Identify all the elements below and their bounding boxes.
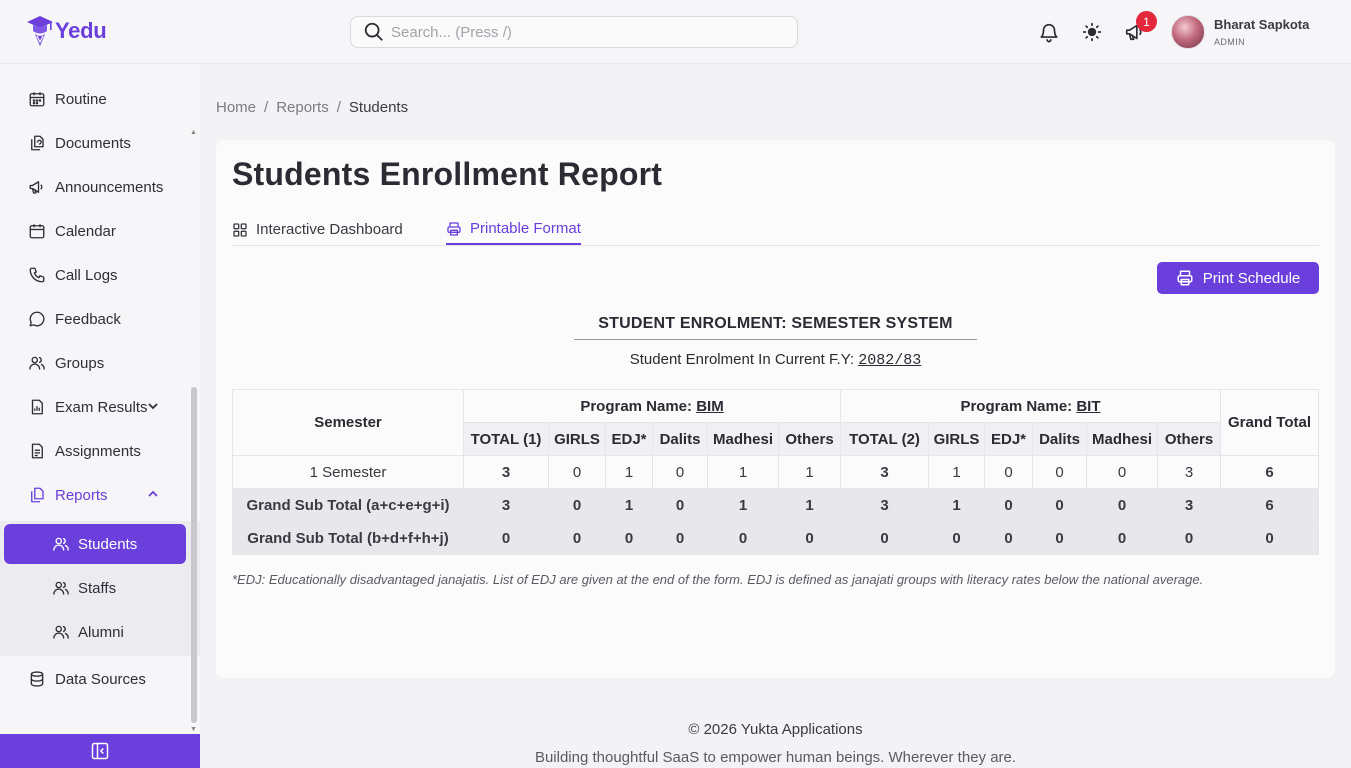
theme-toggle-button[interactable]: [1080, 20, 1104, 44]
print-button-label: Print Schedule: [1202, 269, 1301, 287]
table-cell: 3: [841, 456, 929, 489]
table-cell: 1: [708, 489, 779, 522]
column-header: GIRLS: [929, 423, 985, 456]
bell-icon: [1038, 21, 1060, 43]
program-header-bit: [841, 390, 1221, 423]
table-cell: 0: [1221, 522, 1319, 555]
dashboard-grid-icon: [232, 222, 248, 238]
table-cell: 1: [708, 456, 779, 489]
table-cell: 0: [1158, 522, 1221, 555]
column-header: Madhesi: [1087, 423, 1158, 456]
report-heading: STUDENT ENROLMENT: SEMESTER SYSTEM: [574, 315, 977, 340]
print-schedule-button[interactable]: [1157, 262, 1319, 294]
tab-interactive-dashboard[interactable]: [232, 214, 403, 245]
copy-icon: [28, 486, 46, 504]
table-row-subtotal: [233, 489, 1319, 522]
printer-icon: [446, 221, 462, 237]
semester-header: Semester: [233, 390, 464, 456]
sidebar: [0, 65, 200, 768]
documents-icon: [28, 134, 46, 152]
column-header: Others: [1158, 423, 1221, 456]
scroll-up-arrow-icon[interactable]: ▲: [190, 129, 197, 136]
chevron-down-icon: [147, 400, 159, 412]
sidebar-item-documents[interactable]: [4, 123, 186, 163]
sidebar-item-label: Assignments: [55, 442, 141, 460]
program-name-bit: BIT: [1076, 397, 1101, 415]
tab-printable-format[interactable]: [446, 214, 581, 245]
sidebar-item-label: Documents: [55, 134, 131, 152]
graduation-cap-logo-icon: [26, 14, 54, 48]
fiscal-year-label: Student Enrolment In Current F.Y:: [629, 351, 855, 368]
column-header: GIRLS: [549, 423, 606, 456]
table-cell: 0: [653, 489, 708, 522]
table-cell: 0: [1033, 489, 1087, 522]
table-cell: 0: [779, 522, 841, 555]
sidebar-item-calendar[interactable]: [4, 211, 186, 251]
notifications-button[interactable]: [1037, 20, 1061, 44]
table-cell: 0: [985, 489, 1033, 522]
sidebar-item-assignments[interactable]: [4, 431, 186, 471]
sidebar-item-label: Groups: [55, 354, 105, 372]
program-name-bim: BIM: [696, 397, 724, 415]
search-input[interactable]: [391, 24, 771, 41]
table-cell: 1: [779, 456, 841, 489]
table-cell: 0: [985, 456, 1033, 489]
table-cell: 0: [464, 522, 549, 555]
table-row: [233, 456, 1319, 489]
users-icon: [52, 579, 70, 597]
sidebar-item-label: Data Sources: [55, 670, 146, 688]
program-header-bim: [464, 390, 841, 423]
table-cell: 3: [1158, 489, 1221, 522]
table-cell: 0: [1033, 522, 1087, 555]
sidebar-scrollbar[interactable]: [191, 387, 197, 723]
column-header: Others: [779, 423, 841, 456]
table-cell: 1: [606, 456, 653, 489]
breadcrumb-separator: /: [264, 99, 269, 116]
column-header: EDJ*: [606, 423, 653, 456]
calendar-icon: [28, 222, 46, 240]
table-cell: 3: [464, 489, 549, 522]
megaphone-icon: [28, 178, 46, 196]
table-cell: 0: [549, 489, 606, 522]
breadcrumb-reports[interactable]: Reports: [276, 99, 329, 116]
tab-label: Printable Format: [470, 220, 581, 237]
grand-total-header: Grand Total: [1221, 390, 1319, 456]
file-text-icon: [28, 442, 46, 460]
report-tabs: [232, 208, 1319, 246]
users-icon: [52, 535, 70, 553]
breadcrumb-separator: /: [336, 99, 341, 116]
column-header: Dalits: [1033, 423, 1087, 456]
sidebar-item-groups[interactable]: [4, 343, 186, 383]
fiscal-year-line: [232, 351, 1319, 369]
sidebar-item-exam-results[interactable]: [4, 387, 186, 427]
sidebar-item-reports[interactable]: [4, 475, 186, 515]
sidebar-subitem-students[interactable]: [4, 524, 186, 564]
sidebar-item-data-sources[interactable]: [4, 659, 186, 699]
users-icon: [52, 623, 70, 641]
program-prefix: Program Name:: [960, 397, 1073, 415]
table-cell: 0: [549, 456, 606, 489]
sidebar-item-label: Announcements: [55, 178, 164, 196]
table-cell: 0: [708, 522, 779, 555]
sidebar-item-label: Exam Results: [55, 398, 148, 416]
breadcrumb-home[interactable]: Home: [216, 99, 257, 116]
footer-copyright: © 2026 Yukta Applications: [688, 721, 863, 738]
row-label: Grand Sub Total (b+d+f+h+j): [233, 522, 464, 555]
printer-icon: [1176, 269, 1194, 287]
collapse-sidebar-button[interactable]: [0, 734, 200, 768]
column-header: Dalits: [653, 423, 708, 456]
user-role: ADMIN: [1214, 37, 1245, 47]
app-name: Yedu: [55, 18, 107, 43]
row-label: 1 Semester: [233, 456, 464, 489]
table-cell: 0: [653, 522, 708, 555]
sun-icon: [1082, 22, 1102, 42]
breadcrumb-current: Students: [348, 99, 409, 116]
report-card: [216, 140, 1335, 678]
user-name[interactable]: Bharat Sapkota: [1214, 17, 1310, 32]
table-cell: 3: [841, 489, 929, 522]
reports-submenu: [0, 521, 200, 656]
page-title: Students Enrollment Report: [232, 156, 663, 192]
search-icon: [363, 21, 385, 43]
sidebar-item-announcements[interactable]: [4, 167, 186, 207]
sidebar-item-routine[interactable]: [4, 79, 186, 119]
sidebar-subitem-label: Staffs: [78, 579, 117, 597]
fiscal-year-value: 2082/83: [858, 352, 922, 369]
table-cell: 0: [1087, 489, 1158, 522]
table-cell: 3: [1158, 456, 1221, 489]
table-cell: 1: [929, 489, 985, 522]
chart-file-icon: [28, 398, 46, 416]
sidebar-subitem-staffs[interactable]: [4, 568, 186, 608]
table-cell: 3: [464, 456, 549, 489]
table-cell: 0: [1033, 456, 1087, 489]
sidebar-collapse-icon: [90, 741, 110, 761]
calendar-grid-icon: [28, 90, 46, 108]
column-header: Madhesi: [708, 423, 779, 456]
footer-tagline: Building thoughtful SaaS to empower human beings. Wherever they are.: [534, 749, 1017, 766]
phone-icon: [28, 266, 46, 284]
avatar[interactable]: [1171, 15, 1205, 49]
table-row-subtotal: [233, 522, 1319, 555]
chat-bubble-icon: [28, 310, 46, 328]
app-logo[interactable]: [26, 14, 106, 48]
search-box[interactable]: [350, 16, 798, 48]
breadcrumb: [216, 99, 408, 116]
table-cell: 0: [1087, 456, 1158, 489]
edj-footnote: *EDJ: Educationally disadvantaged janajatis. List of EDJ are given at the end of the form. EDJ is defined as janajati groups with literacy rates below the national average.: [232, 572, 1204, 587]
sidebar-item-feedback[interactable]: [4, 299, 186, 339]
program-prefix: Program Name:: [580, 397, 693, 415]
sidebar-item-label: Call Logs: [55, 266, 118, 284]
sidebar-subitem-alumni[interactable]: [4, 612, 186, 652]
chevron-up-icon: [147, 488, 159, 500]
tab-label: Interactive Dashboard: [256, 221, 403, 238]
table-cell: 0: [653, 456, 708, 489]
table-cell: 0: [549, 522, 606, 555]
table-cell: 1: [779, 489, 841, 522]
scroll-down-arrow-icon[interactable]: ▼: [190, 726, 197, 733]
announcement-badge: 1: [1136, 11, 1157, 32]
column-header: EDJ*: [985, 423, 1033, 456]
table-cell: 6: [1221, 456, 1319, 489]
column-header: TOTAL (1): [464, 423, 549, 456]
top-bar: [0, 0, 1351, 64]
table-cell: 6: [1221, 489, 1319, 522]
row-label: Grand Sub Total (a+c+e+g+i): [233, 489, 464, 522]
sidebar-item-label: Feedback: [55, 310, 121, 328]
table-cell: 1: [929, 456, 985, 489]
sidebar-subitem-label: Alumni: [78, 623, 124, 641]
table-cell: 0: [929, 522, 985, 555]
users-icon: [28, 354, 46, 372]
sidebar-item-label: Calendar: [55, 222, 116, 240]
table-cell: 0: [841, 522, 929, 555]
sidebar-subitem-label: Students: [78, 535, 138, 553]
column-header: TOTAL (2): [841, 423, 929, 456]
table-cell: 1: [606, 489, 653, 522]
database-icon: [28, 670, 46, 688]
sidebar-item-label: Reports: [55, 486, 108, 504]
table-cell: 0: [606, 522, 653, 555]
enrollment-table: [232, 389, 1319, 555]
sidebar-item-call-logs[interactable]: [4, 255, 186, 295]
table-cell: 0: [1087, 522, 1158, 555]
table-cell: 0: [985, 522, 1033, 555]
sidebar-item-label: Routine: [55, 90, 107, 108]
